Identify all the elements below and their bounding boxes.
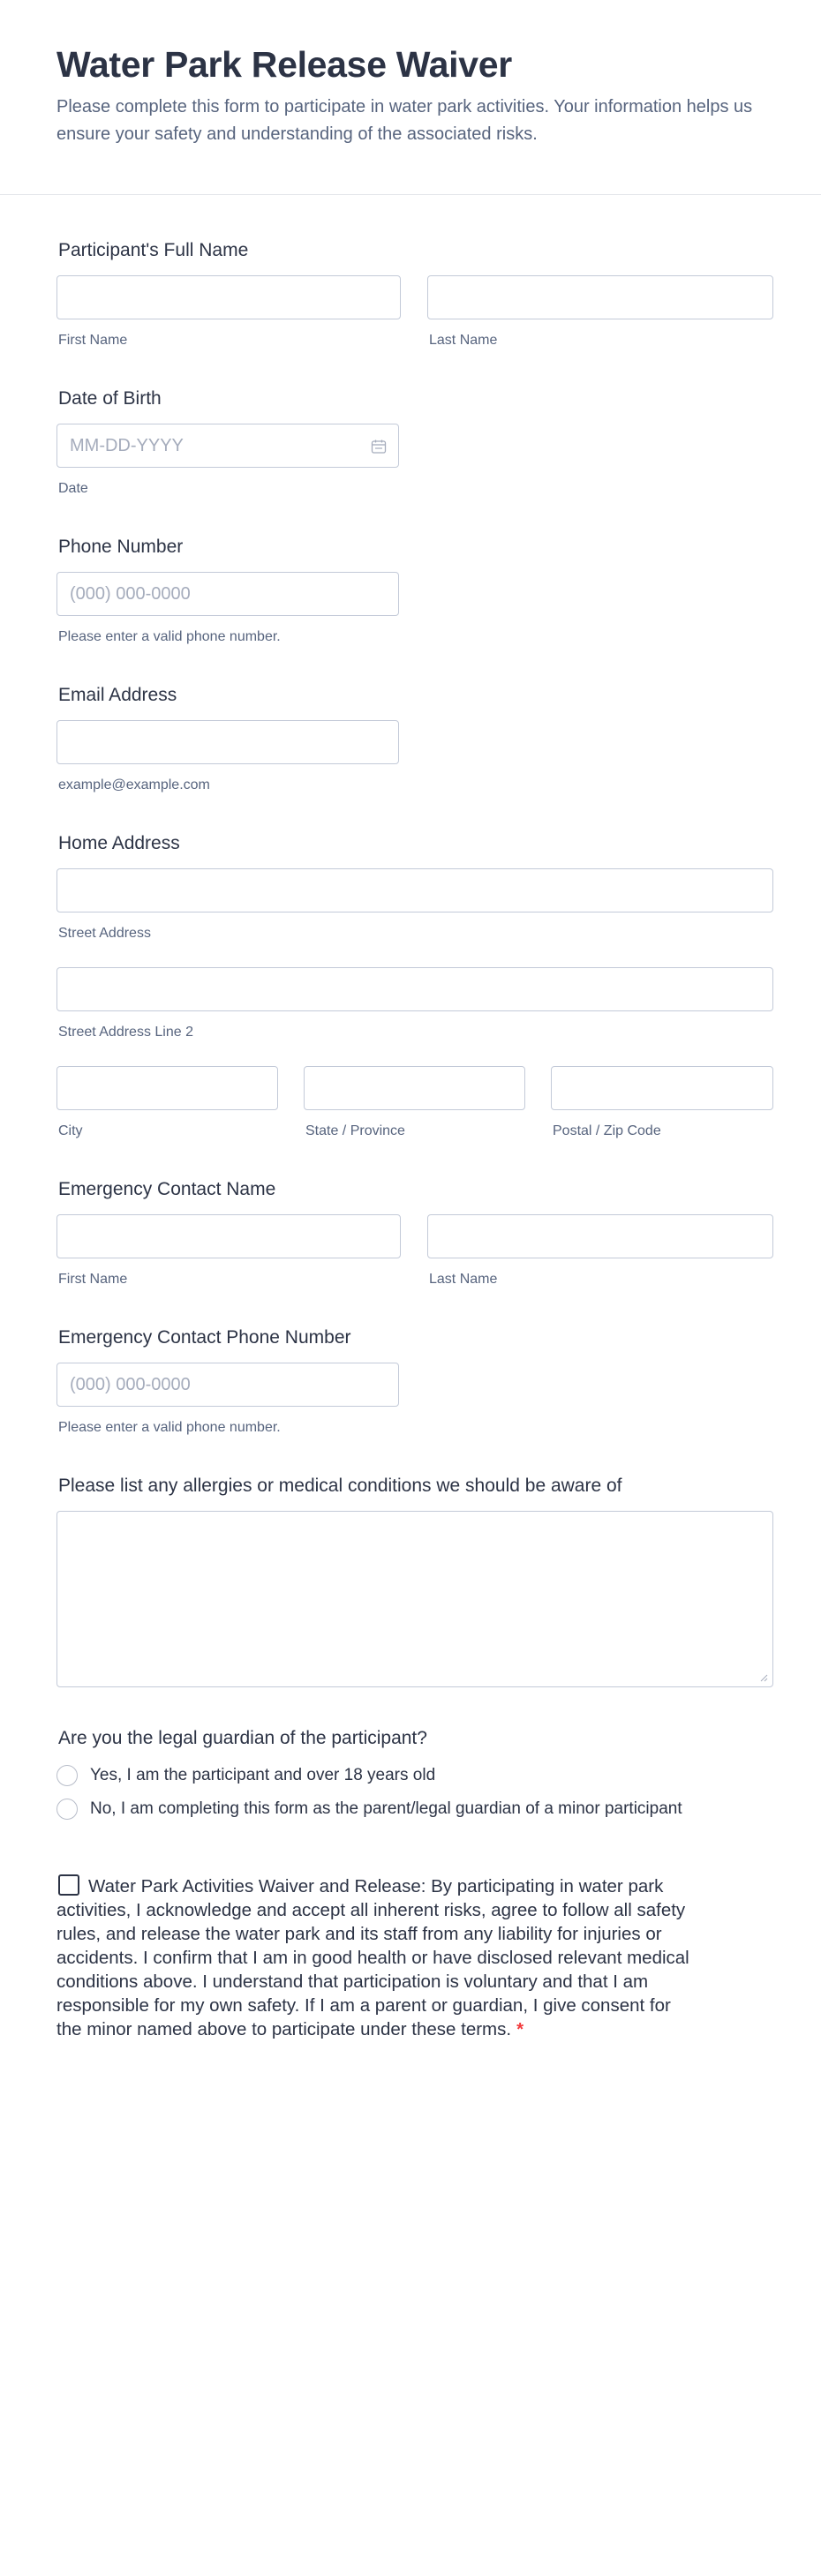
guardian-option-yes[interactable] (56, 1763, 435, 1788)
waiver-agreement-text: Water Park Activities Waiver and Release: By participating in water park activities, I acknowledge and accept all inherent risks, agree to follow all safety rules, and release the water park and its staff from any liability for injuries or accidents. I confirm that I am in good health or have disclosed relevant medical conditions above. I understand that participation is voluntary and that I am responsible for my own safety. If I am a parent or guardian, I give consent for the minor named above to participate under these terms. (56, 1876, 689, 2039)
phone-number-sublabel: Please enter a valid phone number. (58, 629, 281, 644)
guardian-option-no-label: No, I am completing this form as the parent/legal guardian of a minor participant (90, 1799, 682, 1818)
street-address-sublabel: Street Address (58, 926, 151, 941)
participant-first-name-sublabel: First Name (58, 333, 128, 348)
participant-last-name-input[interactable] (427, 275, 773, 319)
form-title: Water Park Release Waiver (56, 44, 512, 85)
participant-name-label: Participant's Full Name (58, 240, 249, 260)
emergency-first-name-sublabel: First Name (58, 1272, 128, 1287)
medical-conditions-label: Please list any allergies or medical conditions we should be aware of (58, 1476, 622, 1496)
guardian-option-yes-label: Yes, I am the participant and over 18 years old (90, 1766, 436, 1784)
waiver-agreement (56, 1874, 692, 2041)
calendar-icon[interactable] (371, 439, 387, 454)
street-address-input[interactable] (56, 868, 773, 912)
city-sublabel: City (58, 1123, 83, 1138)
participant-first-name-input[interactable] (56, 275, 401, 319)
emergency-phone-sublabel: Please enter a valid phone number. (58, 1420, 281, 1435)
form-subtitle: Please complete this form to participate in water park activities. Your information helps us ensure your safety and understanding of the associated risks. (56, 97, 753, 144)
state-province-sublabel: State / Province (305, 1123, 405, 1138)
postal-zip-input[interactable] (551, 1066, 773, 1110)
state-province-input[interactable] (304, 1066, 525, 1110)
email-address-label: Email Address (58, 685, 177, 705)
resize-grip-icon[interactable] (759, 1673, 768, 1682)
home-address-label: Home Address (58, 833, 180, 853)
date-of-birth-label: Date of Birth (58, 388, 162, 409)
radio-button-icon[interactable] (56, 1799, 78, 1820)
participant-last-name-sublabel: Last Name (429, 333, 498, 348)
postal-zip-sublabel: Postal / Zip Code (553, 1123, 661, 1138)
city-input[interactable] (56, 1066, 278, 1110)
waiver-checkbox[interactable] (58, 1874, 79, 1896)
medical-conditions-textarea[interactable] (56, 1511, 773, 1687)
email-address-input[interactable] (56, 720, 399, 764)
phone-number-label: Phone Number (58, 537, 184, 557)
street-address-line2-input[interactable] (56, 967, 773, 1011)
emergency-last-name-sublabel: Last Name (429, 1272, 498, 1287)
email-address-sublabel: example@example.com (58, 777, 210, 792)
emergency-last-name-input[interactable] (427, 1214, 773, 1258)
form-header (0, 0, 821, 195)
emergency-phone-label: Emergency Contact Phone Number (58, 1327, 351, 1348)
phone-number-input[interactable] (56, 572, 399, 616)
emergency-contact-name-label: Emergency Contact Name (58, 1179, 276, 1199)
emergency-phone-input[interactable] (56, 1363, 399, 1407)
radio-button-icon[interactable] (56, 1765, 78, 1786)
legal-guardian-label: Are you the legal guardian of the participant? (58, 1728, 427, 1748)
date-of-birth-input[interactable] (56, 424, 399, 468)
street-address-line2-sublabel: Street Address Line 2 (58, 1025, 193, 1040)
required-asterisk: * (516, 2019, 524, 2039)
guardian-option-no[interactable] (56, 1797, 682, 1821)
emergency-first-name-input[interactable] (56, 1214, 401, 1258)
date-of-birth-sublabel: Date (58, 481, 88, 496)
